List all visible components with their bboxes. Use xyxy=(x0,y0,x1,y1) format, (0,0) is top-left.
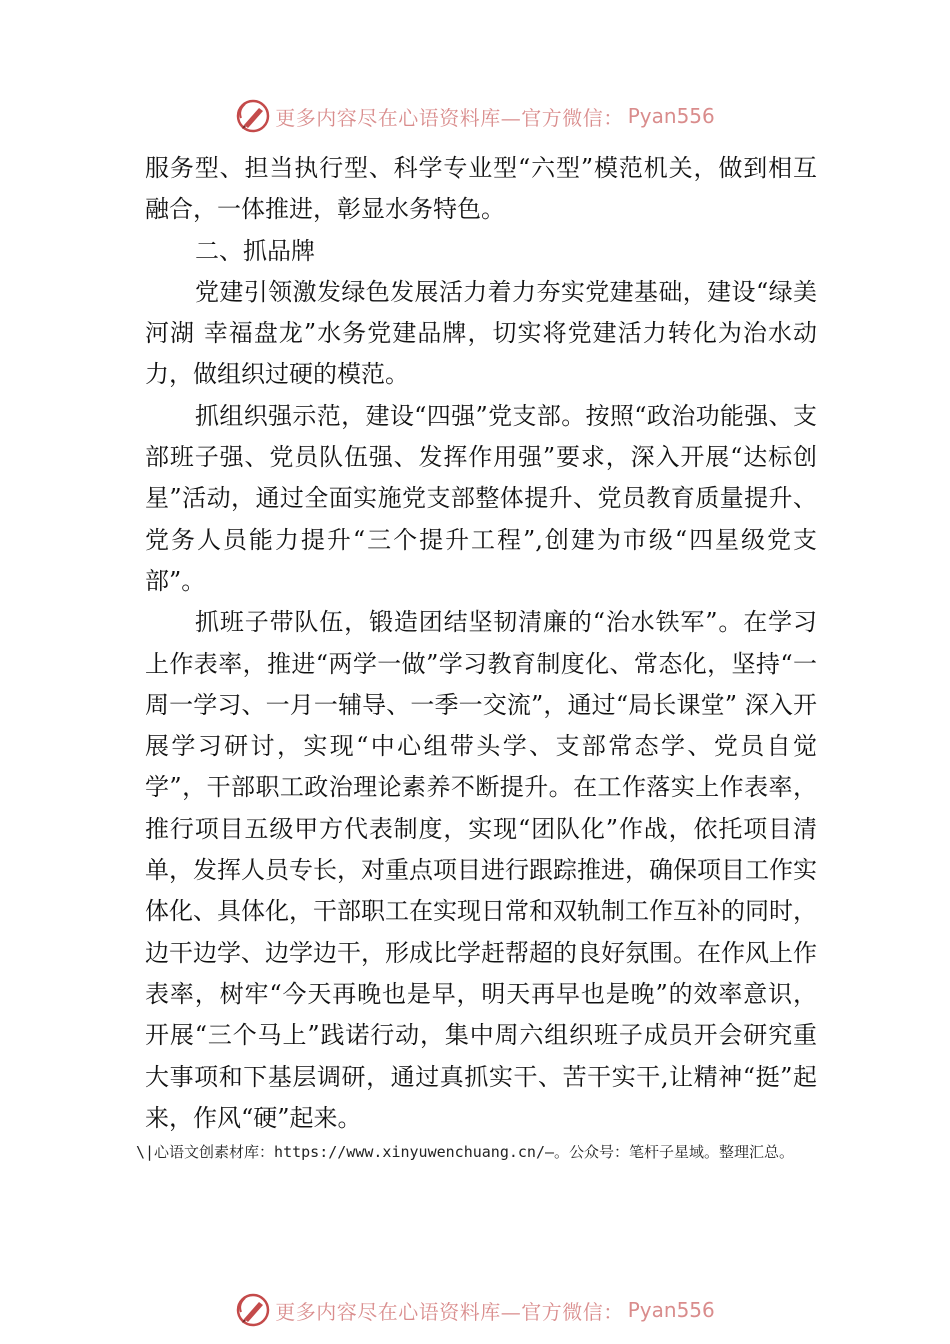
banner-wechat-id: Pyan556 xyxy=(627,1298,715,1322)
pen-logo-icon xyxy=(235,1292,271,1328)
footer-banner xyxy=(0,1290,950,1330)
paragraph: 抓班子带队伍，锻造团结坚韧清廉的“治水铁军”。在学习上作表率，推进“两学一做”学习教育制度化、常态化，坚持“一周一学习、一月一辅导、一季一交流”，通过“局长课堂” 深入开展学习研讨，实现“中心组带头学、支部常态学、党员自觉学”，干部职工政治理论素养不断提升。在工作落实上作表率，推行项目五级甲方代表制度，实现“团队化”作战，依托项目清单，发挥人员专长，对重点项目进行跟踪推进，确保项目工作实体化、具体化，干部职工在实现日常和双轨制工作互补的同时，边干边学、边学边干，形成比学赶帮超的良好氛围。在作风上作表率，树牢“今天再晚也是早，明天再早也是晚”的效率意识，开展“三个马上”践诺行动，集中周六组织班子成员开会研究重大事项和下基层调研，通过真抓实干、苦干实干,让精神“挺”起来，作风“硬”起来。 xyxy=(145,608,817,1132)
banner-text: 更多内容尽在心语资料库—官方微信： xyxy=(275,105,624,130)
banner-wechat-id: Pyan556 xyxy=(627,104,715,128)
banner-text: 更多内容尽在心语资料库—官方微信： xyxy=(275,1299,624,1324)
section-heading: 二、抓品牌 xyxy=(195,236,315,265)
paragraph: 抓组织强示范，建设“四强”党支部。按照“政治功能强、支部班子强、党员队伍强、发挥作用强”要求，深入开展“达标创星”活动，通过全面实施党支部整体提升、党员教育质量提升、党务人员能力提升“三个提升工程”,创建为市级“四星级党支部”。 xyxy=(145,401,817,595)
pen-logo-icon xyxy=(235,98,271,134)
paragraph: 党建引领激发绿色发展活力着力夯实党建基础，建设“绿美河湖 幸福盘龙”水务党建品牌，切实将党建活力转化为治水动力，做组织过硬的模范。 xyxy=(145,277,817,389)
source-note: \|心语文创素材库：https://www.xinyuwenchuang.cn/—。公众号：笔杆子星域。整理汇总。 xyxy=(136,1143,795,1161)
header-banner xyxy=(0,96,950,136)
document-body xyxy=(145,148,817,1139)
paragraph-continuation: 服务型、担当执行型、科学专业型“六型”模范机关，做到相互融合，一体推进，彰显水务特色。 xyxy=(145,154,817,224)
